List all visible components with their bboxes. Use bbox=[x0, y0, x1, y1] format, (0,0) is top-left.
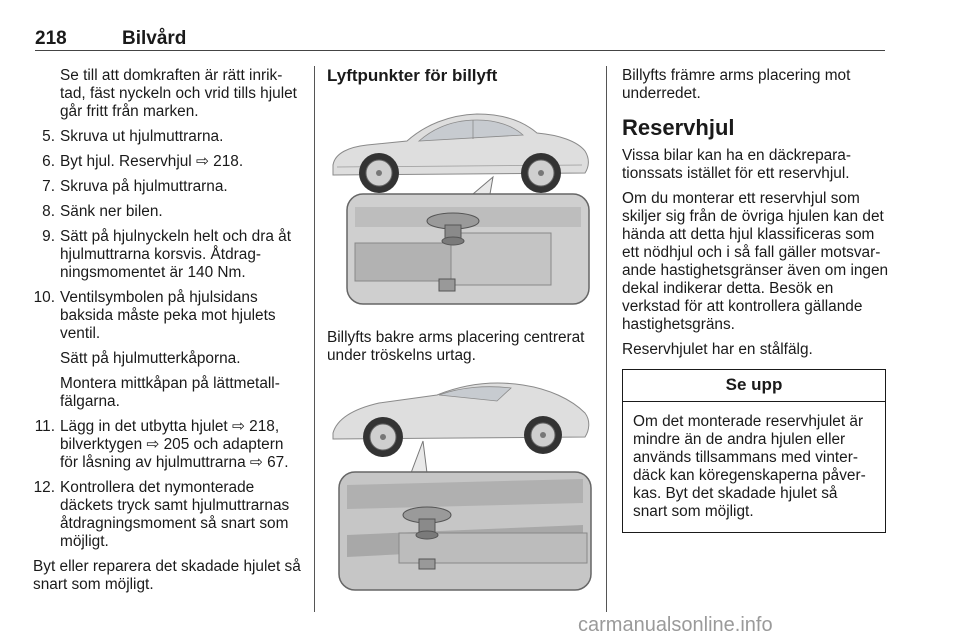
step-text: Lägg in det utbytta hjulet ⇨ 218, bilverktygen ⇨ 205 och adaptern för låsning av hjulmuttrarna ⇨ 67. bbox=[60, 418, 289, 471]
rear-lift-point-illustration bbox=[327, 95, 595, 317]
step-number: 6. bbox=[42, 153, 55, 170]
front-lift-point-svg bbox=[327, 375, 595, 597]
figure-caption: Billyfts bakre arms placering centrerat under tröskelns urtag. bbox=[327, 329, 585, 364]
step-text: Sänk ner bilen. bbox=[60, 203, 163, 220]
header-rule bbox=[35, 50, 885, 51]
step-number: 12. bbox=[33, 479, 55, 496]
step-text: Ventilsymbolen på hjulsidans baksida måste peka mot hjulets ventil. bbox=[60, 289, 276, 342]
caution-box bbox=[622, 369, 886, 533]
step-text: Byt hjul. Reservhjul ⇨ 218. bbox=[60, 153, 244, 170]
step-text: Kontrollera det nymonterade däckets tryck samt hjulmuttrarnas åtdragningsmoment så snart som möjligt. bbox=[60, 479, 290, 550]
list-item bbox=[33, 178, 303, 196]
step-text: Skruva ut hjulmuttrarna. bbox=[60, 128, 224, 145]
column-1 bbox=[33, 67, 303, 601]
closing-paragraph: Byt eller reparera det skadade hjulet så snart som möjligt. bbox=[33, 558, 301, 593]
step-text: Skruva på hjulmuttrarna. bbox=[60, 178, 228, 195]
step-number: 11. bbox=[34, 418, 55, 435]
step-number: 9. bbox=[42, 228, 55, 245]
chapter-title: Bilvård bbox=[122, 28, 187, 49]
section-heading-reservhjul: Reservhjul bbox=[622, 115, 735, 140]
column-2 bbox=[327, 67, 595, 597]
front-lift-point-illustration bbox=[327, 375, 595, 597]
column-divider-2 bbox=[606, 66, 607, 612]
paragraph: Reservhjulet har en stålfälg. bbox=[622, 341, 813, 358]
step-number: 10. bbox=[33, 289, 55, 306]
step-number: 7. bbox=[42, 178, 55, 195]
list-item bbox=[33, 203, 303, 221]
list-item bbox=[33, 128, 303, 146]
watermark: carmanualsonline.info bbox=[578, 614, 773, 636]
list-item bbox=[33, 153, 303, 171]
rear-lift-point-svg bbox=[327, 95, 595, 317]
list-item bbox=[33, 289, 303, 343]
page-number: 218 bbox=[35, 28, 67, 49]
step-number: 5. bbox=[42, 128, 55, 145]
figure-caption: Billyfts främre arms placering mot underredet. bbox=[622, 67, 851, 102]
step-text: Sätt på hjulnyckeln helt och dra åt hjulmuttrarna korsvis. Åtdrag-ningsmomentet är 140 Nm. bbox=[60, 228, 292, 281]
step-number: 8. bbox=[42, 203, 55, 220]
caution-text: Om det monterade reservhjulet är mindre än de andra hjulen eller används tillsammans med vinter-däck kan köregenskaperna påver-kas. Byt det skadade hjulet så snart som möjligt. bbox=[633, 413, 866, 520]
caution-title: Se upp bbox=[623, 370, 885, 402]
paragraph: Vissa bilar kan ha en däckrepara-tionssats istället för ett reservhjul. bbox=[622, 147, 851, 182]
step-note: Sätt på hjulmutterkåporna. bbox=[60, 350, 241, 367]
section-heading: Lyftpunkter för billyft bbox=[327, 66, 498, 85]
step-note: Montera mittkåpan på lättmetall-fälgarna. bbox=[60, 375, 280, 410]
column-divider-1 bbox=[314, 66, 315, 612]
list-item bbox=[33, 479, 303, 551]
column-3 bbox=[622, 67, 890, 533]
list-item bbox=[33, 228, 303, 282]
paragraph: Om du monterar ett reservhjul som skiljer sig från de övriga hjulen kan det hända att detta hjul klassificeras som ett nödhjul och i så fall gäller motsvar-ande hastighetsgränser även om ingen dekal indikerar detta. Besök en verkstad för att kontrollera gällande hastighetsgräns. bbox=[622, 190, 889, 333]
step-continuation: Se till att domkraften är rätt inrik-tad, fäst nyckeln och vrid tills hjulet går fritt från marken. bbox=[60, 67, 297, 120]
list-item bbox=[33, 418, 303, 472]
